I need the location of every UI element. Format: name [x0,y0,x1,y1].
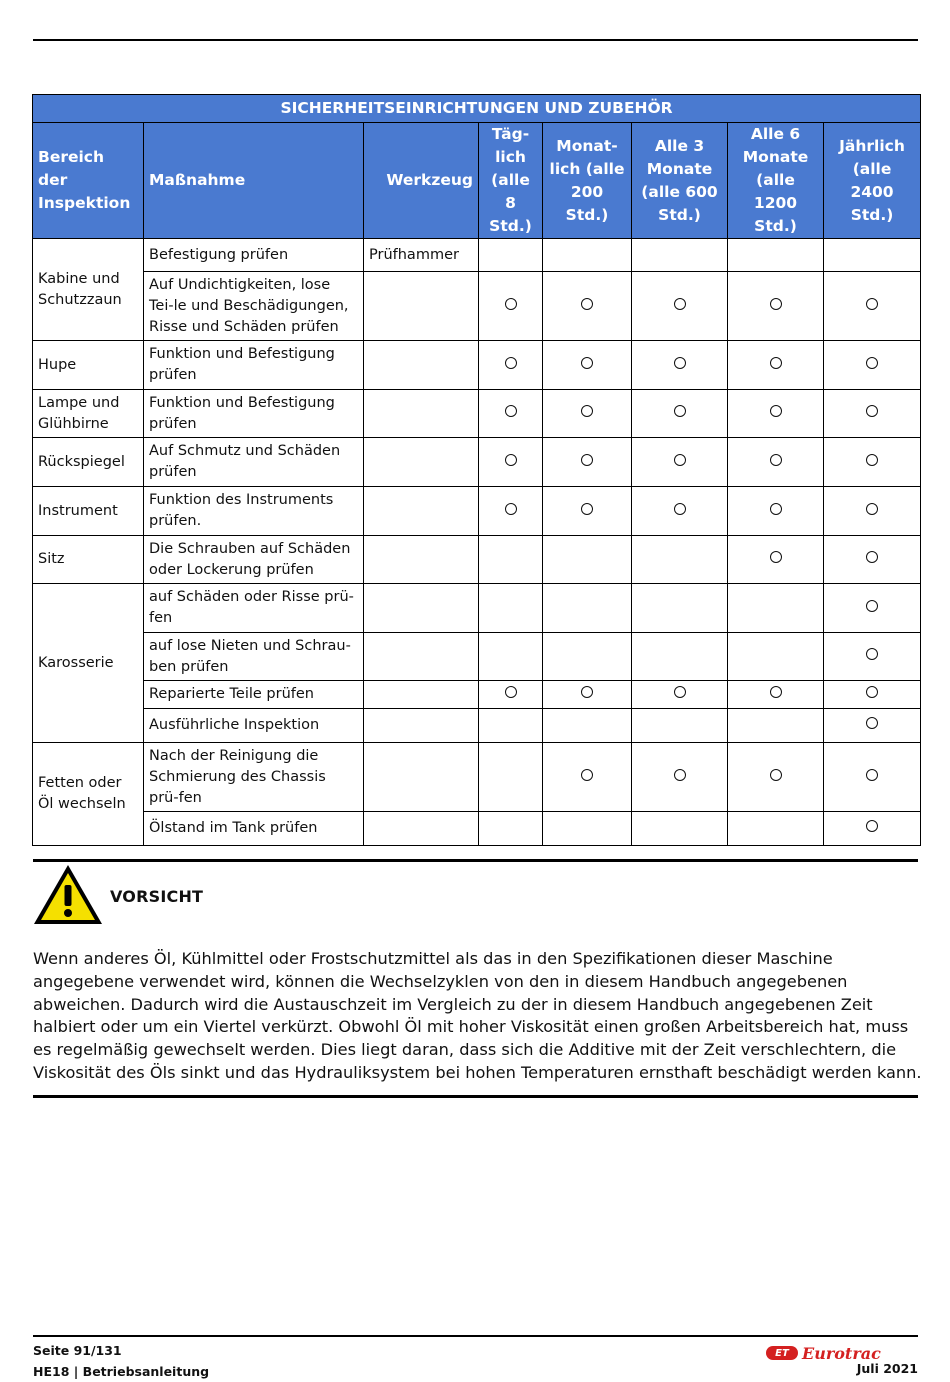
check-circle-icon [581,298,593,310]
interval-cell [824,584,921,633]
interval-cell [824,536,921,584]
area-cell: Lampe und Glühbirne [33,390,144,438]
check-circle-icon [866,820,878,832]
interval-cell [824,812,921,846]
interval-cell [632,239,728,272]
check-circle-icon [505,686,517,698]
column-header: Täg-lich (alle 8 Std.) [479,123,543,239]
check-circle-icon [505,357,517,369]
tool-cell [364,272,479,341]
area-cell: Karosserie [33,584,144,743]
check-circle-icon [866,769,878,781]
table-row [33,812,921,846]
check-circle-icon [770,454,782,466]
check-circle-icon [770,503,782,515]
top-rule [33,39,918,41]
interval-cell [824,633,921,681]
interval-cell [543,438,632,487]
check-circle-icon [770,551,782,563]
interval-cell [479,633,543,681]
check-circle-icon [581,686,593,698]
check-circle-icon [866,405,878,417]
action-cell: Auf Undichtigkeiten, lose Tei-le und Beschädigungen, Risse und Schäden prüfen [144,272,364,341]
interval-cell [632,584,728,633]
interval-cell [824,272,921,341]
check-circle-icon [581,405,593,417]
check-circle-icon [674,769,686,781]
interval-cell [543,341,632,390]
interval-cell [479,272,543,341]
interval-cell [543,390,632,438]
interval-cell [728,272,824,341]
tool-cell [364,536,479,584]
table-row [33,681,921,709]
check-circle-icon [866,503,878,515]
check-circle-icon [581,454,593,466]
interval-cell [479,487,543,536]
interval-cell [824,743,921,812]
interval-cell [728,743,824,812]
interval-cell [479,341,543,390]
table-row [33,536,921,584]
tool-cell [364,709,479,743]
interval-cell [543,633,632,681]
check-circle-icon [674,298,686,310]
check-circle-icon [505,454,517,466]
table-row [33,390,921,438]
interval-cell [632,272,728,341]
check-circle-icon [674,357,686,369]
interval-cell [728,633,824,681]
interval-cell [728,681,824,709]
check-circle-icon [866,357,878,369]
action-cell: Die Schrauben auf Schäden oder Lockerung prüfen [144,536,364,584]
warning-text: Wenn anderes Öl, Kühlmittel oder Frostschutzmittel als das in den Spezifikationen dieser Maschine angegebene verwendet wird, können die Wechselzyklen von den in diesem Handbuch angegebenen abweichen. Dadurch wird die Austauschzeit im Vergleich zu der in diesem Handbuch angegebenen Zeit halbiert oder um ein Viertel verkürzt. Obwohl Öl mit hoher Viskosität einen großen Arbeitsbereich hat, muss es regelmäßig gewechselt werden. Dies liegt daran, dass sich die Additive mit der Zeit verschlechtern, die Viskosität des Öls sinkt und das Hydrauliksystem bei hohen Temperaturen ernsthaft beschädigt werden kann. [33,949,922,1082]
page-number: Seite 91/131 [33,1343,122,1358]
action-cell: Befestigung prüfen [144,239,364,272]
action-cell: Funktion und Befestigung prüfen [144,390,364,438]
action-cell: Nach der Reinigung die Schmierung des Chassis prü-fen [144,743,364,812]
action-cell: Ausführliche Inspektion [144,709,364,743]
tool-cell [364,681,479,709]
table-row [33,272,921,341]
column-header: Jährlich (alle 2400 Std.) [824,123,921,239]
check-circle-icon [866,686,878,698]
action-cell: auf lose Nieten und Schrau-ben prüfen [144,633,364,681]
interval-cell [632,536,728,584]
area-cell: Rückspiegel [33,438,144,487]
interval-cell [543,812,632,846]
document-name: HE18 | Betriebsanleitung [33,1364,210,1379]
interval-cell [632,438,728,487]
interval-cell [824,239,921,272]
interval-cell [728,584,824,633]
check-circle-icon [770,686,782,698]
table-row [33,633,921,681]
interval-cell [824,390,921,438]
tool-cell [364,487,479,536]
check-circle-icon [581,357,593,369]
tool-cell: Prüfhammer [364,239,479,272]
interval-cell [824,487,921,536]
interval-cell [543,536,632,584]
footer-rule [33,1335,918,1337]
table-row [33,341,921,390]
check-circle-icon [866,298,878,310]
interval-cell [728,536,824,584]
check-circle-icon [674,686,686,698]
check-circle-icon [866,454,878,466]
eurotrac-logo [766,1344,881,1362]
tool-cell [364,633,479,681]
interval-cell [479,743,543,812]
table-row [33,487,921,536]
tool-cell [364,390,479,438]
interval-cell [632,633,728,681]
tool-cell [364,812,479,846]
interval-cell [728,239,824,272]
area-cell: Instrument [33,487,144,536]
tool-cell [364,743,479,812]
interval-cell [543,239,632,272]
interval-cell [632,341,728,390]
action-cell: auf Schäden oder Risse prü-fen [144,584,364,633]
footer-date: Juli 2021 [856,1361,918,1376]
table-title: SICHERHEITSEINRICHTUNGEN UND ZUBEHÖR [33,95,921,123]
check-circle-icon [770,405,782,417]
check-circle-icon [505,298,517,310]
tool-cell [364,341,479,390]
area-cell: Hupe [33,341,144,390]
action-cell: Auf Schmutz und Schäden prüfen [144,438,364,487]
column-header: Alle 3 Monate (alle 600 Std.) [632,123,728,239]
logo-mark: ET [766,1346,798,1360]
check-circle-icon [674,503,686,515]
check-circle-icon [581,769,593,781]
area-cell: Kabine und Schutzzaun [33,239,144,341]
table-row [33,709,921,743]
interval-cell [479,536,543,584]
interval-cell [728,438,824,487]
check-circle-icon [866,648,878,660]
interval-cell [728,709,824,743]
logo-text: Eurotrac [802,1343,881,1363]
interval-cell [728,390,824,438]
check-circle-icon [770,298,782,310]
interval-cell [824,341,921,390]
interval-cell [479,681,543,709]
area-cell: Sitz [33,536,144,584]
warning-title: VORSICHT [110,887,204,906]
interval-cell [543,487,632,536]
table-row [33,584,921,633]
column-header: Alle 6 Monate (alle 1200 Std.) [728,123,824,239]
interval-cell [479,709,543,743]
check-circle-icon [866,600,878,612]
interval-cell [479,584,543,633]
interval-cell [632,390,728,438]
warning-triangle-icon [32,863,104,926]
table-row [33,438,921,487]
action-cell: Funktion und Befestigung prüfen [144,341,364,390]
warning-bottom-rule [33,1095,918,1098]
maintenance-table [32,94,921,846]
interval-cell [543,584,632,633]
check-circle-icon [505,405,517,417]
interval-cell [543,709,632,743]
interval-cell [728,812,824,846]
tool-cell [364,584,479,633]
action-cell: Ölstand im Tank prüfen [144,812,364,846]
interval-cell [543,272,632,341]
column-header: Werkzeug [364,123,479,239]
action-cell: Funktion des Instruments prüfen. [144,487,364,536]
check-circle-icon [866,717,878,729]
interval-cell [632,709,728,743]
column-header: Bereich der Inspektion [33,123,144,239]
interval-cell [824,709,921,743]
interval-cell [479,438,543,487]
tool-cell [364,438,479,487]
interval-cell [824,438,921,487]
check-circle-icon [770,769,782,781]
interval-cell [632,812,728,846]
check-circle-icon [581,503,593,515]
interval-cell [824,681,921,709]
interval-cell [728,487,824,536]
interval-cell [543,743,632,812]
column-header: Monat-lich (alle 200 Std.) [543,123,632,239]
area-cell: Fetten oder Öl wechseln [33,743,144,846]
interval-cell [479,812,543,846]
interval-cell [632,743,728,812]
interval-cell [632,681,728,709]
interval-cell [632,487,728,536]
check-circle-icon [674,405,686,417]
check-circle-icon [674,454,686,466]
table-row [33,743,921,812]
interval-cell [543,681,632,709]
column-header: Maßnahme [144,123,364,239]
interval-cell [728,341,824,390]
check-circle-icon [770,357,782,369]
check-circle-icon [866,551,878,563]
footer-left [33,1340,209,1382]
interval-cell [479,390,543,438]
action-cell: Reparierte Teile prüfen [144,681,364,709]
warning-top-rule [33,859,918,862]
check-circle-icon [505,503,517,515]
interval-cell [479,239,543,272]
table-row [33,239,921,272]
